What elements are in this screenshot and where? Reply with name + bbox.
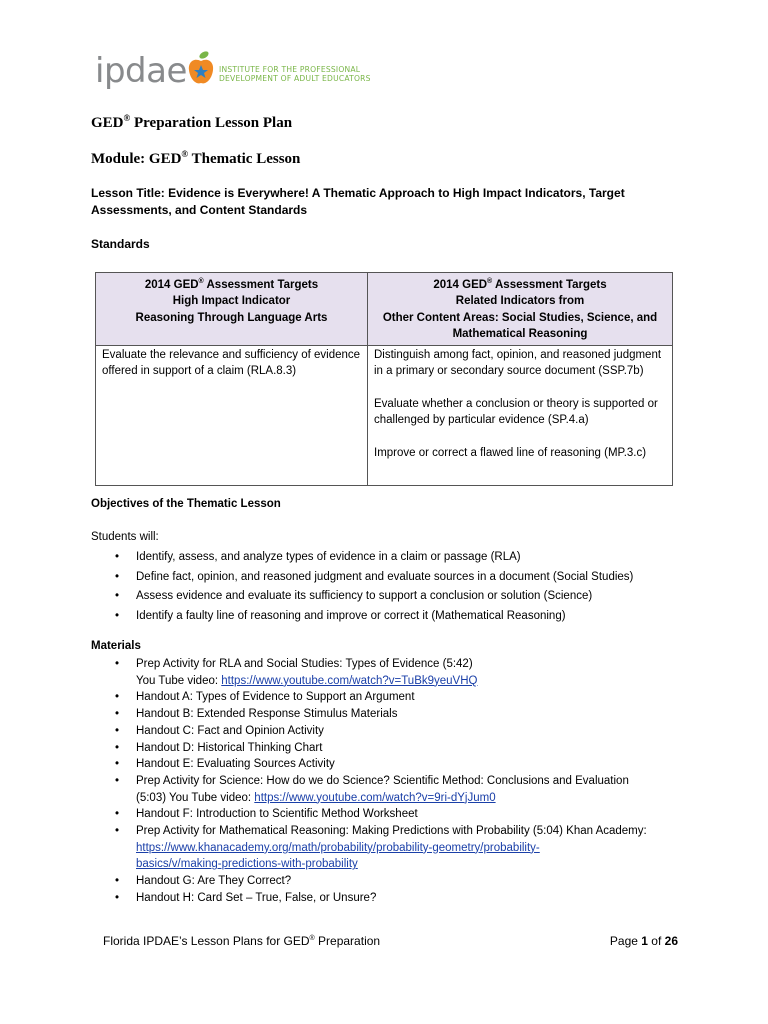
col2-header: 2014 GED® Assessment Targets Related Indicators from Other Content Areas: Social Studies, Science, and Mathematical Reasoning — [368, 273, 673, 346]
standards-table — [95, 272, 673, 486]
module-title: Module: GED® Thematic Lesson — [91, 149, 301, 167]
apple-star-logo-icon — [187, 49, 215, 91]
list-item: • Assess evidence and evaluate its sufficiency to support a conclusion or solution (Science) — [91, 587, 691, 607]
bullet-icon: • — [115, 741, 120, 754]
khan-academy-link-cont[interactable]: basics/v/making-predictions-with-probability — [136, 858, 358, 871]
standards-label: Standards — [91, 237, 150, 251]
bullet-icon: • — [115, 658, 120, 670]
list-item: • Handout C: Fact and Opinion Activity — [91, 723, 691, 740]
bullet-icon: • — [115, 570, 120, 583]
list-item: • Identify a faulty line of reasoning and improve or correct it (Mathematical Reasoning) — [91, 607, 691, 627]
list-item: • Prep Activity for Mathematical Reasoning: Making Predictions with Probability (5:04) Khan Academy: https://www.khanacademy.org/math/probability/probability-geometry/probability- basics/v/making-predictions-with-probability — [115, 825, 647, 871]
indicator-item: Improve or correct a flawed line of reasoning (MP.3.c) — [374, 446, 647, 459]
bullet-icon: • — [115, 808, 120, 821]
bullet-icon: • — [115, 825, 120, 838]
bullet-icon: • — [115, 691, 120, 704]
bullet-icon: • — [115, 590, 120, 602]
list-item: • Handout F: Introduction to Scientific Method Worksheet — [91, 806, 691, 823]
bullet-icon: • — [115, 724, 120, 737]
bullet-icon: • — [115, 774, 120, 787]
objectives-title: Objectives of the Thematic Lesson — [91, 498, 281, 510]
table-row — [96, 345, 673, 485]
students-will-label: Students will: — [91, 531, 159, 543]
youtube-link-evidence[interactable]: https://www.youtube.com/watch?v=TuBk9yeuVHQ — [221, 674, 478, 687]
list-item: • Handout H: Card Set – True, False, or Unsure? — [91, 890, 691, 907]
list-item: • Define fact, opinion, and reasoned judgment and evaluate sources in a document (Social Studies) — [91, 568, 691, 588]
list-item: • Handout G: Are They Correct? — [91, 873, 691, 890]
lesson-title: Lesson Title: Evidence is Everywhere! A Thematic Approach to High Impact Indicators, Target Assessments, and Content Standards — [91, 186, 625, 217]
indicator-item: Distinguish among fact, opinion, and reasoned judgment in a primary or secondary source document (SSP.7b) — [374, 348, 662, 378]
bullet-icon: • — [115, 708, 120, 721]
list-item: • Handout D: Historical Thinking Chart — [91, 740, 691, 757]
page-title: GED® Preparation Lesson Plan — [91, 113, 293, 131]
list-item: • Prep Activity for RLA and Social Studies: Types of Evidence (5:42) You Tube video: https://www.youtube.com/watch?v=TuBk9yeuVHQ — [115, 658, 478, 687]
materials-title: Materials — [91, 640, 141, 652]
logo-wordmark: ipdae — [95, 51, 187, 91]
bullet-icon: • — [115, 891, 120, 904]
col1-cell: Evaluate the relevance and sufficiency of evidence offered in support of a claim (RLA.8.3) — [96, 345, 368, 485]
khan-academy-link[interactable]: https://www.khanacademy.org/math/probability/probability-geometry/probability- — [136, 841, 540, 854]
logo-tagline: INSTITUTE FOR THE PROFESSIONAL DEVELOPMENT OF ADULT EDUCATORS — [219, 65, 371, 83]
list-item: • Prep Activity for Science: How do we do Science? Scientific Method: Conclusions and Evaluation (5:03) You Tube video: https://www.youtube.com/watch?v=9ri-dYjJum0 — [115, 774, 629, 804]
ipdae-logo — [95, 47, 395, 95]
col1-header: 2014 GED® Assessment Targets High Impact Indicator Reasoning Through Language Arts — [96, 273, 368, 346]
bullet-icon: • — [115, 758, 120, 771]
bullet-icon: • — [115, 875, 120, 888]
materials-list — [91, 656, 691, 907]
table-header-row — [96, 273, 673, 346]
list-item: • Handout B: Extended Response Stimulus Materials — [91, 706, 691, 723]
youtube-link-science[interactable]: https://www.youtube.com/watch?v=9ri-dYjJum0 — [254, 791, 496, 804]
list-item: • Handout A: Types of Evidence to Support an Argument — [91, 689, 691, 706]
indicator-item: Evaluate whether a conclusion or theory is supported or challenged by particular evidence (SP.4.a) — [374, 397, 658, 427]
list-item: • Handout E: Evaluating Sources Activity — [91, 756, 691, 773]
footer-title: Florida IPDAE’s Lesson Plans for GED® Preparation — [103, 934, 381, 948]
list-item: • Identify, assess, and analyze types of evidence in a claim or passage (RLA) — [91, 548, 691, 568]
bullet-icon: • — [115, 609, 120, 622]
objectives-list — [91, 548, 691, 626]
page-number: Page 1 of 26 — [609, 934, 678, 948]
col2-cell — [368, 345, 673, 485]
bullet-icon: • — [115, 551, 120, 563]
